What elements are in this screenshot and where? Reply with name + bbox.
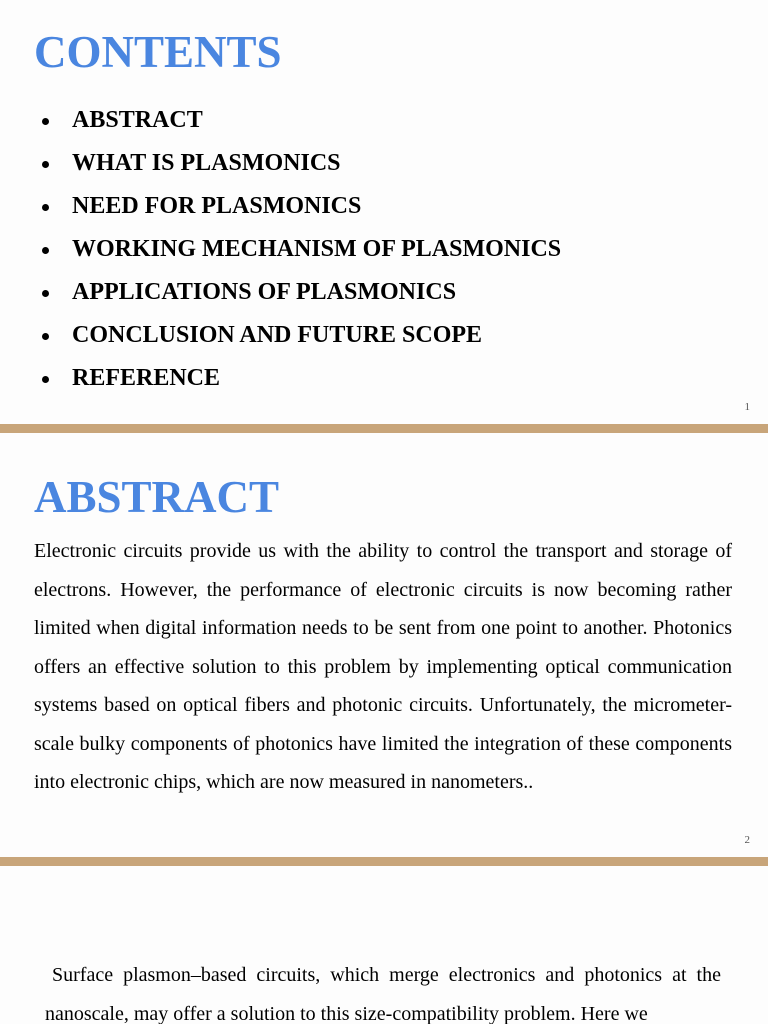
contents-list	[0, 99, 561, 400]
contents-item-what-is-plasmonics	[0, 142, 561, 185]
slide-contents	[0, 0, 768, 424]
abstract-paragraph: Electronic circuits provide us with the ability to control the transport and storage of electrons. However, the performance of electronic circuits is now becoming rather limited when digital information needs to be sent from one point to another. Photonics offers an effective solution to this problem by implementing optical communication systems based on optical fibers and photonic circuits. Unfortunately, the micrometer-scale bulky components of photonics have limited the integration of these components into electronic chips, which are now measured in nanometers..	[34, 540, 732, 793]
contents-item-applications	[0, 271, 561, 314]
contents-item-label: APPLICATIONS OF PLASMONICS	[72, 279, 457, 305]
bullet-icon	[42, 247, 49, 254]
slide-continuation	[0, 866, 768, 1024]
contents-item-label: CONCLUSION AND FUTURE SCOPE	[72, 322, 483, 348]
contents-item-abstract	[0, 99, 561, 142]
slide-title: ABSTRACT	[34, 472, 280, 522]
contents-item-label: WORKING MECHANISM OF PLASMONICS	[72, 236, 562, 262]
slide-abstract	[0, 433, 768, 857]
slide-separator	[0, 424, 768, 433]
contents-item-label: REFERENCE	[72, 365, 221, 391]
bullet-icon	[42, 290, 49, 297]
contents-item-reference	[0, 357, 561, 400]
contents-item-conclusion	[0, 314, 561, 357]
contents-item-label: ABSTRACT	[72, 107, 203, 133]
bullet-icon	[42, 333, 49, 340]
bullet-icon	[42, 161, 49, 168]
body-paragraph: Surface plasmon–based circuits, which merge electronics and photonics at the nanoscale, may offer a solution to this size-compatibility problem. Here we	[45, 964, 721, 1024]
contents-item-need-for-plasmonics	[0, 185, 561, 228]
slide-separator	[0, 857, 768, 866]
page-number: 1	[744, 401, 750, 413]
bullet-icon	[42, 204, 49, 211]
contents-item-label: WHAT IS PLASMONICS	[72, 150, 341, 176]
page-number: 2	[744, 834, 750, 846]
bullet-icon	[42, 376, 49, 383]
contents-item-working-mechanism	[0, 228, 561, 271]
bullet-icon	[42, 118, 49, 125]
contents-item-label: NEED FOR PLASMONICS	[72, 193, 362, 219]
slide-title: CONTENTS	[34, 27, 282, 77]
